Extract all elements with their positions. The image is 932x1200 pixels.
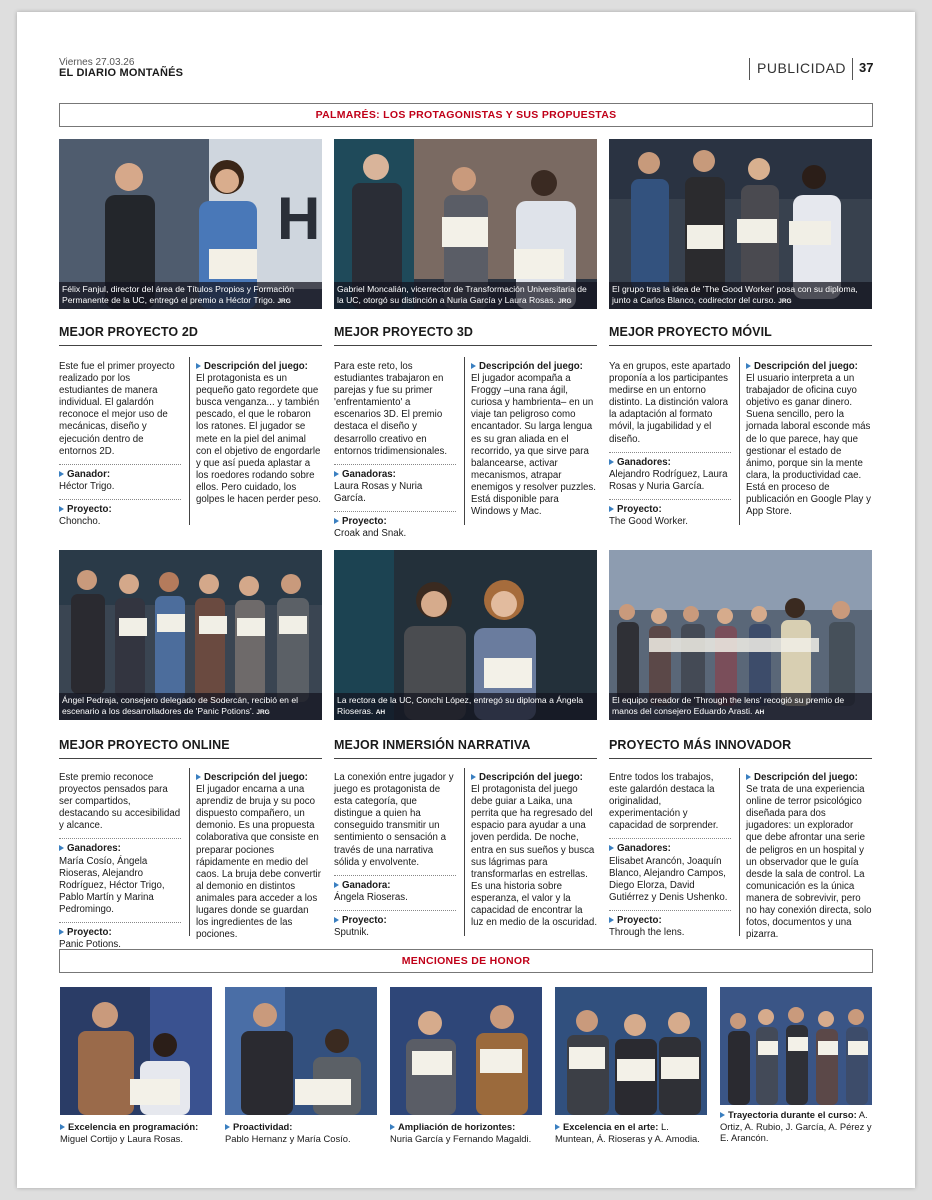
game-description-column: [471, 361, 597, 518]
dotted-divider: [59, 464, 181, 465]
award-intro: Este fue el primer proyecto realizado por los estudiantes de manera individual. El galardón reconoce el mejor uso de mecánicas, diseño y ejecución dentro de entornos 2D.: [59, 361, 175, 457]
triangle-bullet-icon: [609, 917, 614, 923]
dotted-divider: [334, 875, 456, 876]
honor-caption: Trayectoria durante el curso: A. Ortiz, A. Rubio, J. García, A. Pérez y E. Arancón.: [720, 1109, 872, 1143]
award-intro-column: [59, 361, 181, 528]
winner-label: Ganadoras:: [334, 469, 456, 481]
triangle-bullet-icon: [390, 1124, 395, 1130]
triangle-bullet-icon: [746, 774, 751, 780]
photo-award-mobile: [609, 139, 872, 309]
photo-illustration: [555, 987, 707, 1115]
game-description-column: [196, 772, 322, 941]
triangle-bullet-icon: [59, 929, 64, 935]
winner-names: Héctor Trigo.: [59, 480, 115, 492]
winner-names: Alejandro Rodríguez, Laura Rosas y Nuria García.: [609, 468, 728, 492]
section-label: PUBLICIDAD: [757, 60, 847, 76]
award-intro: Este premio reconoce proyectos pensados para ser compartidos, destacando su accesibilidad y alcance.: [59, 772, 181, 832]
title-rule: [59, 345, 322, 346]
winner-label: Ganadora:: [334, 880, 456, 892]
column-divider: [464, 357, 465, 525]
triangle-bullet-icon: [609, 845, 614, 851]
winner-names: María Cosío, Ángela Rioseras, Alejandro Rodríguez, Héctor Trigo, Pablo Martín y Marina Pedromingo.: [59, 855, 165, 915]
award-intro: La conexión entre jugador y juego es protagonista de esta categoría, que distingue a quien ha conseguido transmitir un sentimiento o sensación a través de una narrativa sólida y envolvente.: [334, 772, 454, 868]
dotted-divider: [334, 910, 456, 911]
winner-label: Ganadores:: [609, 843, 731, 855]
game-description: El jugador encarna a una aprendiz de bruja y su poco dispuesto compañero, un demonio. Es una propuesta colaborativa que consiste en preparar pociones rápidamente en medio del caos. La bruja debe convertir al demonio en distintos animales para acceder a los lugares donde se guardan los ingredientes de las pociones.: [196, 784, 321, 941]
award-title: MEJOR PROYECTO MÓVIL: [609, 325, 772, 339]
honor-photo-horizons: [390, 987, 542, 1115]
winner-label: Ganadores:: [59, 843, 181, 855]
honor-photo-proactivity: [225, 987, 377, 1115]
photo-award-innovative: [609, 550, 872, 720]
photo-illustration: [720, 987, 872, 1105]
honor-caption: Excelencia en el arte: L. Muntean, Á. Rioseras y A. Amodia.: [555, 1121, 700, 1144]
winner-label: Ganador:: [59, 469, 181, 481]
game-description: Se trata de una experiencia online de terror psicológico diseñada para dos jugadores: un explorador que debe afrontar una serie de peligros en un hospital y un observador que le guía desde la sala de control. La comunicación es la única manera de sobrevivir, pero no hay conexión directa, solo fotos, documentos y una pizarra.: [746, 784, 872, 941]
photo-award-online: [59, 550, 322, 720]
project-label: Proyecto:: [334, 915, 456, 927]
game-description: El jugador acompaña a Froggy –una rana ágil, curiosa y hambrienta– en un viaje tan peligroso como encantador. Su larga lengua es su gran aliada en el recorrido, ya que sirve para balancearse, activar mecanismos, atrapar enemigos y resolver puzzles. Está disponible para Windows y Mac.: [471, 373, 596, 518]
triangle-bullet-icon: [196, 363, 201, 369]
section-banner-honors: MENCIONES DE HONOR: [59, 949, 873, 973]
project-name: Sputnik.: [334, 927, 370, 939]
project-name: Panic Potions.: [59, 939, 121, 951]
triangle-bullet-icon: [334, 518, 339, 524]
award-intro-column: [59, 772, 181, 951]
award-title: MEJOR PROYECTO 3D: [334, 325, 473, 339]
description-label: Descripción del juego:: [471, 772, 597, 784]
column-divider: [739, 768, 740, 936]
project-label: Proyecto:: [334, 516, 456, 528]
honor-photo-programming: [60, 987, 212, 1115]
winner-label: Ganadores:: [609, 457, 731, 469]
award-block-2d: [59, 325, 322, 346]
description-label: Descripción del juego:: [196, 361, 322, 373]
award-title: MEJOR PROYECTO ONLINE: [59, 738, 230, 752]
award-block-3d: [334, 325, 597, 346]
triangle-bullet-icon: [609, 459, 614, 465]
game-description-column: [471, 772, 597, 929]
dotted-divider: [609, 452, 731, 453]
description-label: Descripción del juego:: [746, 361, 872, 373]
photo-caption: El grupo tras la idea de 'The Good Worker' posa con su diploma, junto a Carlos Blanco, codirector del curso. JRG: [609, 282, 872, 309]
svg-text:H: H: [277, 185, 321, 252]
winner-names: Elisabet Arancón, Joaquín Blanco, Alejandro Campos, Diego Elorza, David Gutiérrez y Denis Ushenko.: [609, 855, 728, 903]
award-title: MEJOR PROYECTO 2D: [59, 325, 198, 339]
dotted-divider: [334, 511, 456, 512]
game-description-column: [196, 361, 322, 506]
dotted-divider: [334, 464, 456, 465]
honor-caption: Excelencia en programación: Miguel Cortijo y Laura Rosas.: [60, 1121, 199, 1144]
triangle-bullet-icon: [471, 774, 476, 780]
dotted-divider: [59, 922, 181, 923]
project-label: Proyecto:: [609, 915, 731, 927]
description-label: Descripción del juego:: [471, 361, 597, 373]
game-description: El protagonista del juego debe guiar a Laika, una perrita que ha regresado del espacio para ayudar a una joven perdida. De noche, entra en sus sueños y busca sus lágrimas para transformarlas en estrellas. Es una historia sobre esperanza, el valor y la capacidad de encontrar la luz en medio de la oscuridad.: [471, 784, 598, 929]
award-block-narrative: [334, 738, 597, 759]
column-divider: [189, 357, 190, 525]
dotted-divider: [609, 838, 731, 839]
award-intro-column: [334, 772, 456, 939]
project-name: Croak and Snak.: [334, 528, 407, 540]
triangle-bullet-icon: [334, 917, 339, 923]
photo-illustration: [390, 987, 542, 1115]
page-number: 37: [859, 60, 874, 75]
dotted-divider: [609, 499, 731, 500]
winner-names: Ángela Rioseras.: [334, 891, 408, 903]
column-divider: [189, 768, 190, 936]
project-label: Proyecto:: [59, 927, 181, 939]
award-block-mobile: [609, 325, 872, 346]
triangle-bullet-icon: [59, 506, 64, 512]
award-intro: Entre todos los trabajos, este galardón destaca la originalidad, experimentación y capacidad de sorprender.: [609, 772, 719, 832]
triangle-bullet-icon: [471, 363, 476, 369]
header-divider: [852, 58, 853, 80]
triangle-bullet-icon: [60, 1124, 65, 1130]
triangle-bullet-icon: [334, 882, 339, 888]
award-intro-column: [334, 361, 456, 540]
honor-caption: Proactividad: Pablo Hernanz y María Cosío.: [225, 1121, 351, 1144]
award-intro: Ya en grupos, este apartado proponía a los participantes medirse en un entorno distinto. La distinción valora la adaptación al formato móvil, la jugabilidad y el diseño.: [609, 361, 731, 445]
issue-date: Viernes 27.03.26: [59, 57, 135, 68]
game-description-column: [746, 772, 872, 941]
honor-photo-trajectory: [720, 987, 872, 1105]
triangle-bullet-icon: [555, 1124, 560, 1130]
photo-illustration: [60, 987, 212, 1115]
honor-caption: Ampliación de horizontes: Nuria García y Fernando Magaldi.: [390, 1121, 532, 1144]
title-rule: [609, 345, 872, 346]
project-name: The Good Worker.: [609, 516, 688, 528]
award-intro: Para este reto, los estudiantes trabajaron en parejas y fue su primer 'enfrentamiento' a escenarios 3D. El premio destaca el diseño y desarrollo creativo en entornos tridimensionales.: [334, 361, 448, 457]
triangle-bullet-icon: [720, 1112, 725, 1118]
section-banner-awards: PALMARÉS: LOS PROTAGONISTAS Y SUS PROPUESTAS: [59, 103, 873, 127]
triangle-bullet-icon: [746, 363, 751, 369]
photo-award-2d: [59, 139, 322, 309]
game-description: El usuario interpreta a un trabajador de oficina cuyo objetivo es ganar dinero. Suena sencillo, pero la jornada laboral esconde más de lo que parece, hay que gestionar el estado de ánimo, porque sin la mente clara, la productividad cae. Está en proceso de publicación en Google Play y App Store.: [746, 373, 871, 518]
project-name: Through the lens.: [609, 927, 685, 939]
title-rule: [59, 758, 322, 759]
triangle-bullet-icon: [225, 1124, 230, 1130]
title-rule: [334, 758, 597, 759]
title-rule: [609, 758, 872, 759]
project-label: Proyecto:: [609, 504, 731, 516]
triangle-bullet-icon: [334, 471, 339, 477]
photo-caption: La rectora de la UC, Conchi López, entregó su diploma a Ángela Rioseras. AH: [334, 693, 597, 720]
photo-caption: Félix Fanjul, director del área de Títulos Propios y Formación Permanente de la UC, entregó el premio a Héctor Trigo. JRG: [59, 282, 322, 309]
column-divider: [739, 357, 740, 525]
dotted-divider: [609, 910, 731, 911]
dotted-divider: [59, 499, 181, 500]
award-intro-column: [609, 772, 731, 939]
description-label: Descripción del juego:: [196, 772, 322, 784]
title-rule: [334, 345, 597, 346]
photo-caption: El equipo creador de 'Through the lens' recogió su premio de manos del consejero Eduardo Arasti. AH: [609, 693, 872, 720]
award-title: PROYECTO MÁS INNOVADOR: [609, 738, 792, 752]
project-name: Choncho.: [59, 516, 101, 528]
award-intro-column: [609, 361, 731, 528]
column-divider: [464, 768, 465, 936]
winner-names: Laura Rosas y Nuria García.: [334, 480, 423, 504]
photo-caption: Gabriel Moncalián, vicerrector de Transformación Universitaria de la UC, otorgó su distinción a Nuria García y Laura Rosas. JRG: [334, 282, 597, 309]
dotted-divider: [59, 838, 181, 839]
newspaper-name: EL DIARIO MONTAÑÉS: [59, 67, 184, 79]
photo-caption: Ángel Pedraja, consejero delegado de Sodercán, recibió en el escenario a los desarrolladores de 'Panic Potions'. JRG: [59, 693, 322, 720]
award-block-innovative: [609, 738, 872, 759]
triangle-bullet-icon: [196, 774, 201, 780]
photo-award-3d: [334, 139, 597, 309]
project-label: Proyecto:: [59, 504, 181, 516]
award-title: MEJOR INMERSIÓN NARRATIVA: [334, 738, 531, 752]
triangle-bullet-icon: [59, 845, 64, 851]
game-description: El protagonista es un pequeño gato regordete que busca venganza... y también pescado, el que le robaron los ratones. El jugador se mete en la piel del animal con el objetivo de engordarle y que así pueda aplastar a los roedores rodando sobre ellos. Pero cuidado, los golpes le hacen perder peso.: [196, 373, 321, 506]
triangle-bullet-icon: [59, 471, 64, 477]
award-block-online: [59, 738, 322, 759]
honor-photo-art: [555, 987, 707, 1115]
photo-illustration: [225, 987, 377, 1115]
triangle-bullet-icon: [609, 506, 614, 512]
game-description-column: [746, 361, 872, 518]
description-label: Descripción del juego:: [746, 772, 872, 784]
photo-award-narrative: [334, 550, 597, 720]
newspaper-page: [17, 12, 915, 1188]
header-divider: [749, 58, 750, 80]
